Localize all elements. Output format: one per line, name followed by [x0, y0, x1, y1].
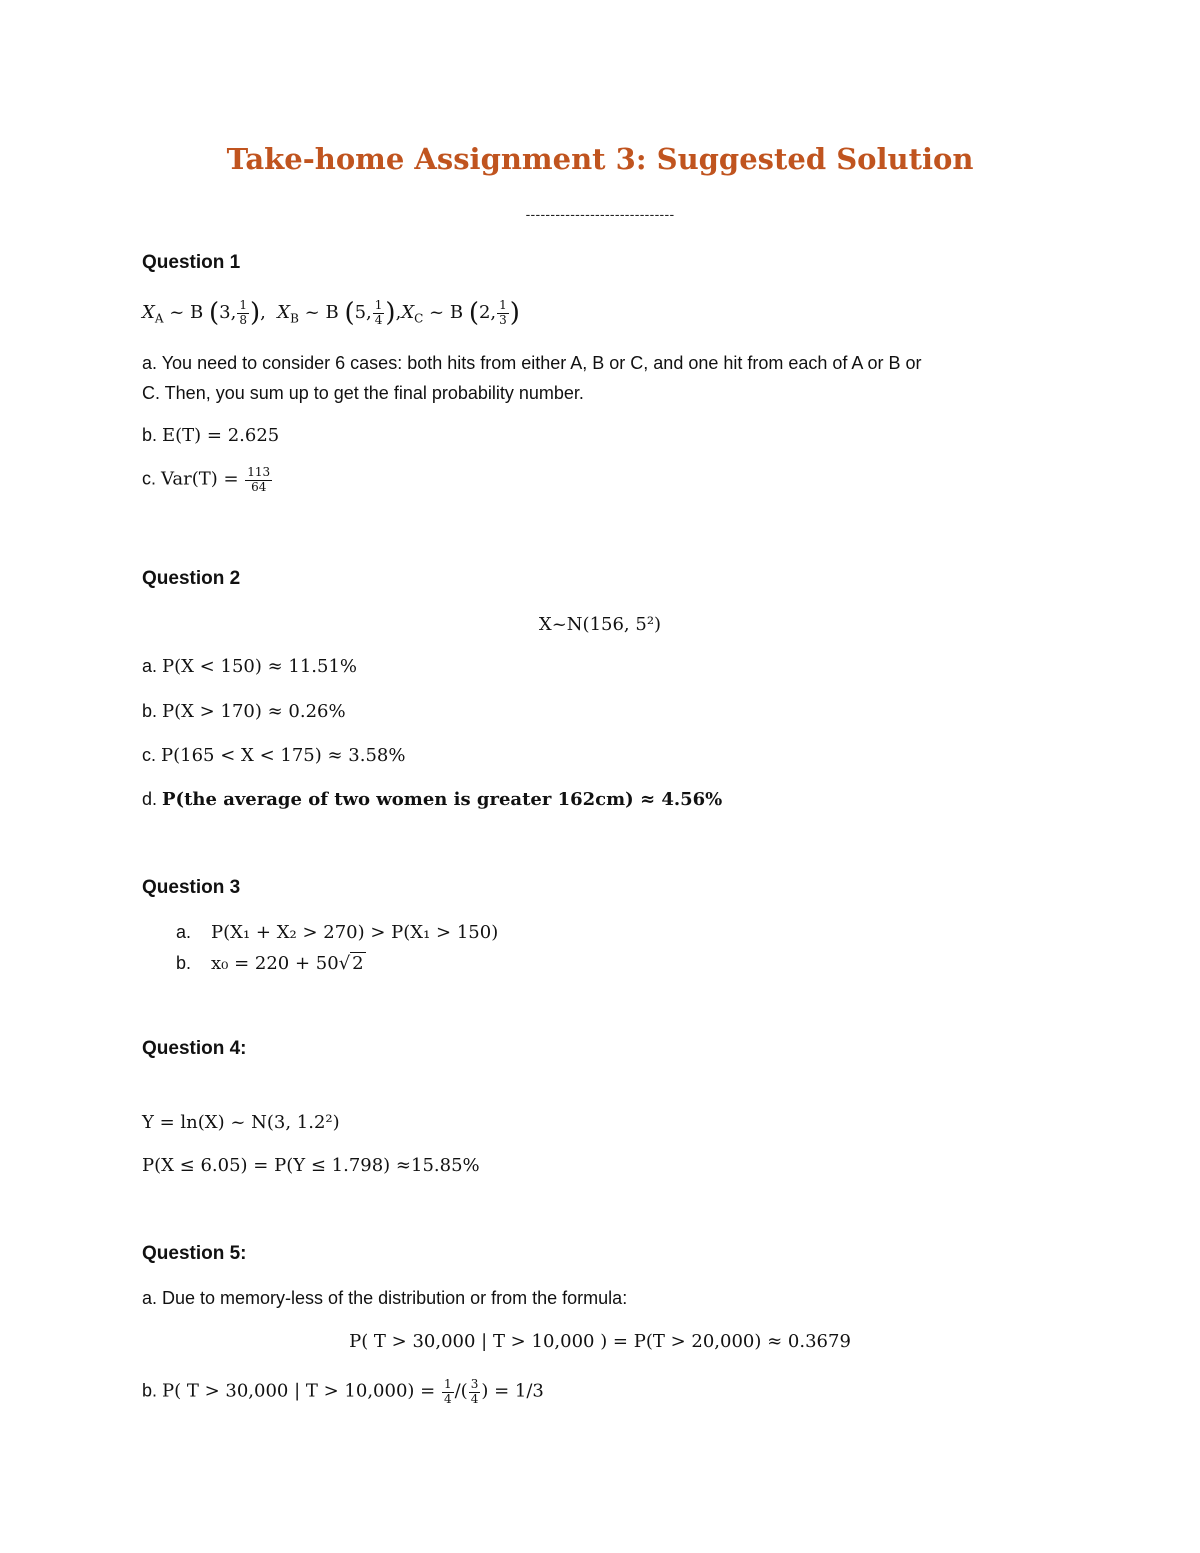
q1-part-a-line2: C. Then, you sum up to get the final probability number.	[142, 383, 584, 403]
q2-distribution: X~N(156, 5²)	[538, 614, 662, 635]
document-title: Take-home Assignment 3: Suggested Solution	[226, 142, 974, 176]
q1-part-a-line1: a. You need to consider 6 cases: both hits from either A, B or C, and one hit from each of A or B or	[142, 353, 922, 373]
question-5-heading: Question 5:	[142, 1243, 247, 1264]
question-1-heading: Question 1	[142, 252, 241, 273]
q5-part-a-formula: P( T > 30,000 | T > 10,000 ) = P(T > 20,000) ≈ 0.3679	[349, 1331, 851, 1352]
question-4-heading: Question 4:	[142, 1038, 247, 1059]
q2-part-a: a. P(X < 150) ≈ 11.51%	[142, 656, 358, 677]
q4-line2: P(X ≤ 6.05) = P(Y ≤ 1.798) ≈15.85%	[142, 1155, 480, 1176]
separator-line: ------------------------------	[525, 206, 675, 222]
q2-part-c: c. P(165 < X < 175) ≈ 3.58%	[142, 745, 406, 766]
q1-part-c: c. Var(T) = $\frac{113}{64}$	[142, 465, 271, 494]
q1-part-b: b. E(T) = 2.625	[142, 425, 280, 446]
q2-part-d: d. P(the average of two women is greater 162cm) ≈ 4.56%	[142, 789, 723, 810]
question-3-heading: Question 3	[142, 877, 241, 898]
q5-part-b: b. P( T > 30,000 | T > 10,000) = $\frac{1}{4}$ /( $\frac{3}{4}$ ) = 1/3	[142, 1377, 544, 1406]
q5-part-a-text: a. Due to memory-less of the distribution or from the formula:	[142, 1288, 628, 1308]
q3-part-b: b. x₀ = 220 + 50√ 2	[176, 953, 364, 974]
question-2-heading: Question 2	[142, 568, 241, 589]
q4-line1: Y = ln(X) ~ N(3, 1.2²)	[142, 1112, 340, 1133]
q2-part-b: b. P(X > 170) ≈ 0.26%	[142, 701, 346, 722]
q3-part-a: a. P(X₁ + X₂ > 270) > P(X₁ > 150)	[176, 922, 499, 943]
q1-distributions: $X_A$ ~ B (3, $\frac{1}{8}$ ), $X_B$ ~ B (5, $\frac{1}{4}$ )$,X_C$ ~ B (2, $\frac{1}{3}$ )	[142, 297, 520, 328]
